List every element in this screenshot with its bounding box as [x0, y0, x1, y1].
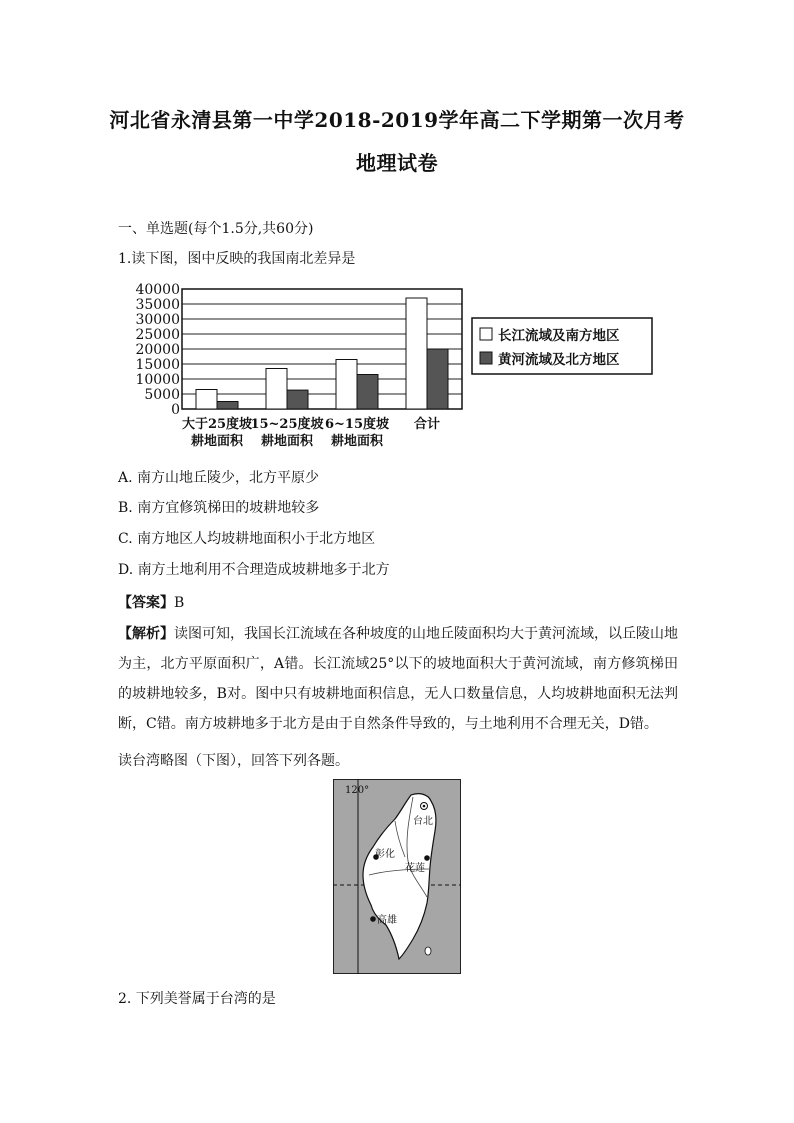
y-tick-label: 20000 [135, 342, 180, 358]
answer-label: 【答案】 [118, 595, 174, 611]
x-category-label: 6~15度坡 [324, 417, 390, 432]
bar [287, 390, 308, 409]
bar [217, 402, 238, 410]
bar [266, 369, 287, 410]
legend-label: 黄河流域及北方地区 [498, 352, 620, 368]
city-changhua: 彰化 [375, 849, 395, 860]
city-taipei: 台北 [413, 816, 433, 827]
paper-subtitle: 地理试卷 [356, 151, 438, 175]
paper-title: 河北省永清县第一中学2018-2019学年高二下学期第一次月考 [109, 108, 685, 132]
q1-analysis [118, 619, 678, 739]
y-tick-label: 40000 [135, 282, 180, 298]
legend-label: 长江流域及南方地区 [498, 328, 620, 344]
x-category-label: 耕地面积 [260, 434, 314, 449]
y-tick-label: 5000 [144, 387, 180, 403]
y-tick-label: 35000 [135, 297, 180, 313]
q1-option-c: C. 南方地区人均坡耕地面积小于北方地区 [118, 531, 376, 547]
y-tick-label: 30000 [135, 312, 180, 328]
bar [406, 298, 427, 409]
analysis-label: 【解析】 [118, 626, 174, 642]
bar [336, 360, 357, 410]
answer-value: B [174, 595, 185, 611]
x-category-label: 15~25度坡 [250, 417, 324, 432]
y-tick-label: 10000 [135, 372, 180, 388]
question-2-stem: 2. 下列美誉属于台湾的是 [118, 991, 276, 1007]
question-1-stem: 1.读下图，图中反映的我国南北差异是 [118, 251, 356, 267]
taiwan-map [333, 779, 461, 974]
section-heading: 一、单选题(每个1.5分,共60分) [118, 221, 314, 237]
bar [196, 390, 217, 410]
slope-farmland-chart [134, 282, 664, 457]
q1-option-b: B. 南方宜修筑梯田的坡耕地较多 [118, 500, 320, 516]
legend-swatch [480, 328, 492, 340]
q1-option-d: D. 南方土地利用不合理造成坡耕地多于北方 [118, 562, 390, 578]
analysis-text: 读图可知，我国长江流域在各种坡度的山地丘陵面积均大于黄河流域，以丘陵山地为主，北方平原面积广，A错。长江流域25°以下的坡地面积大于黄河流域，南方修筑梯田的坡耕地较多，B对。图中只有坡耕地面积信息，无人口数量信息，人均坡耕地面积无法判断，C错。南方坡耕地多于北方是由于自然条件导致的，与土地利用不合理无关，D错。 [118, 626, 678, 732]
x-category-label: 耕地面积 [190, 434, 244, 449]
x-category-label: 大于25度坡 [181, 417, 253, 432]
longitude-label: 120° [345, 785, 370, 796]
kaohsiung-marker [370, 916, 376, 922]
city-kaohsiung: 高雄 [377, 915, 397, 926]
taiwan-intro: 读台湾略图（下图），回答下列各题。 [118, 753, 349, 769]
q1-option-a: A. 南方山地丘陵少，北方平原少 [118, 470, 320, 486]
bar [357, 375, 378, 410]
bar [427, 349, 448, 409]
x-category-label: 耕地面积 [330, 434, 384, 449]
y-tick-label: 15000 [135, 357, 180, 373]
lanyu-island [425, 947, 431, 955]
x-category-label: 合计 [413, 417, 441, 432]
legend-swatch [480, 352, 492, 364]
q1-answer [118, 592, 184, 612]
y-tick-label: 0 [171, 402, 180, 418]
taipei-marker-center [423, 805, 426, 808]
hualien-marker [424, 855, 430, 861]
city-hualien: 花莲 [405, 863, 425, 874]
y-tick-label: 25000 [135, 327, 180, 343]
